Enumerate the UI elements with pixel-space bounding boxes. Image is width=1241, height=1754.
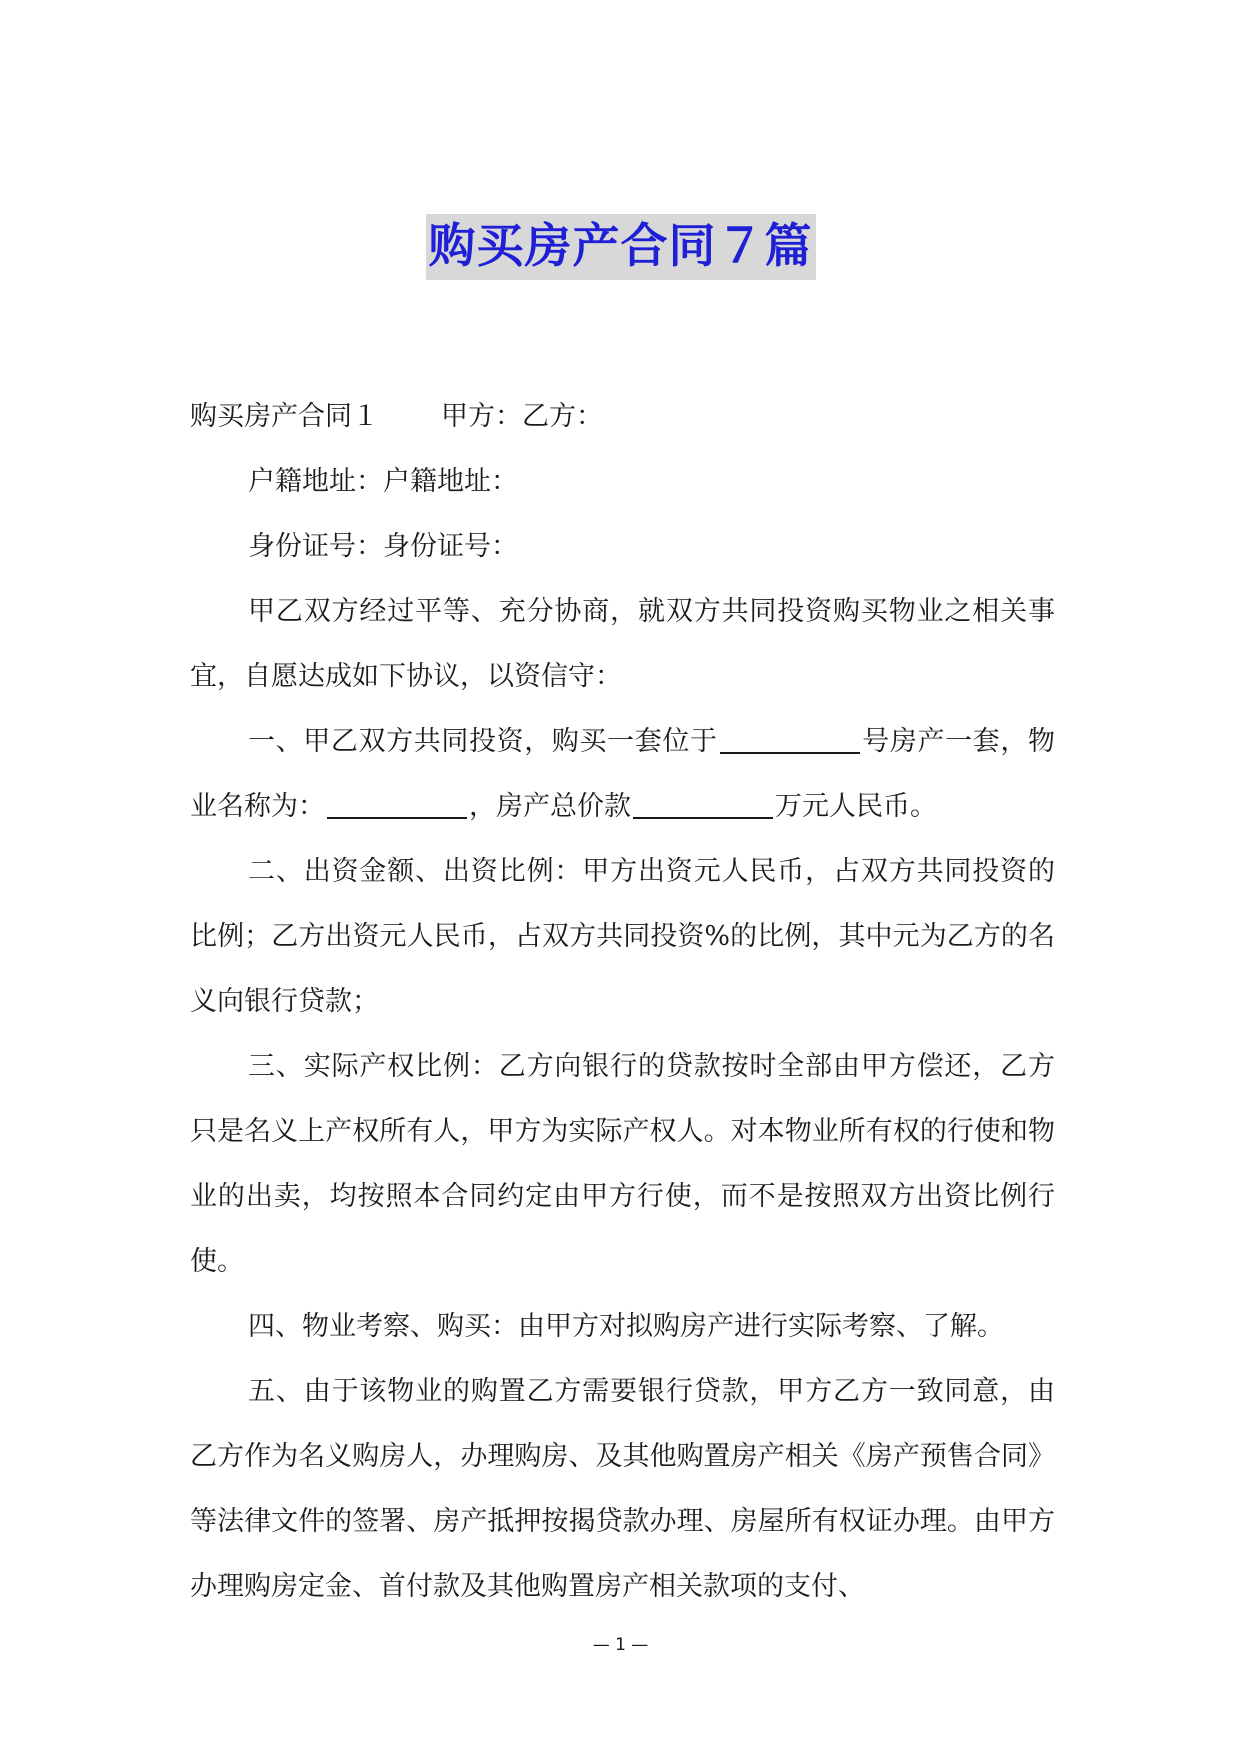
clause-1-text-b: 号房产一套，物业名称为： <box>190 726 1055 822</box>
heading-line <box>190 384 1055 449</box>
clause-2-paragraph: 二、出资金额、出资比例：甲方出资元人民币，占双方共同投资的比例；乙方出资元人民币，占双方共同投资%的比例，其中元为乙方的名义向银行贷款； <box>190 856 1055 1017</box>
clause-1-text-d: 万元人民币。 <box>775 791 937 822</box>
intro-paragraph: 甲乙双方经过平等、充分协商，就双方共同投资购买物业之相关事宜，自愿达成如下协议，以资信守： <box>190 596 1055 692</box>
contract-heading: 购买房产合同１ <box>190 401 379 432</box>
clause-1-text-a: 一、甲乙双方共同投资，购买一套位于 <box>248 726 718 757</box>
page-number: — 1 — <box>592 1635 649 1655</box>
clause-5-paragraph: 五、由于该物业的购置乙方需要银行贷款，甲方乙方一致同意，由乙方作为名义购房人，办理购房、及其他购置房产相关《房产预售合同》等法律文件的签署、房产抵押按揭贷款办理、房屋所有权证办理。由甲方办理购房定金、首付款及其他购置房产相关款项的支付、 <box>190 1376 1055 1602</box>
document-title: 购买房产合同７篇 <box>426 214 816 280</box>
clause-3-paragraph: 三、实际产权比例：乙方向银行的贷款按时全部由甲方偿还，乙方只是名义上产权所有人，甲方为实际产权人。对本物业所有权的行使和物业的出卖，均按照本合同约定由甲方行使，而不是按照双方出资比例行使。 <box>190 1051 1055 1277</box>
title-container <box>0 214 1241 280</box>
id-line: 身份证号：身份证号： <box>248 531 518 562</box>
blank-field-price <box>633 787 773 819</box>
clause-4-paragraph: 四、物业考察、购买：由甲方对拟购房产进行实际考察、了解。 <box>248 1311 1004 1342</box>
address-line: 户籍地址：户籍地址： <box>248 466 518 497</box>
parties-label: 甲方：乙方： <box>441 401 603 432</box>
document-body <box>190 384 1055 1619</box>
clause-1-text-c: ，房产总价款 <box>469 791 631 822</box>
blank-field-address <box>720 722 860 754</box>
clause-1-paragraph <box>190 709 1055 839</box>
blank-field-property-name <box>327 787 467 819</box>
